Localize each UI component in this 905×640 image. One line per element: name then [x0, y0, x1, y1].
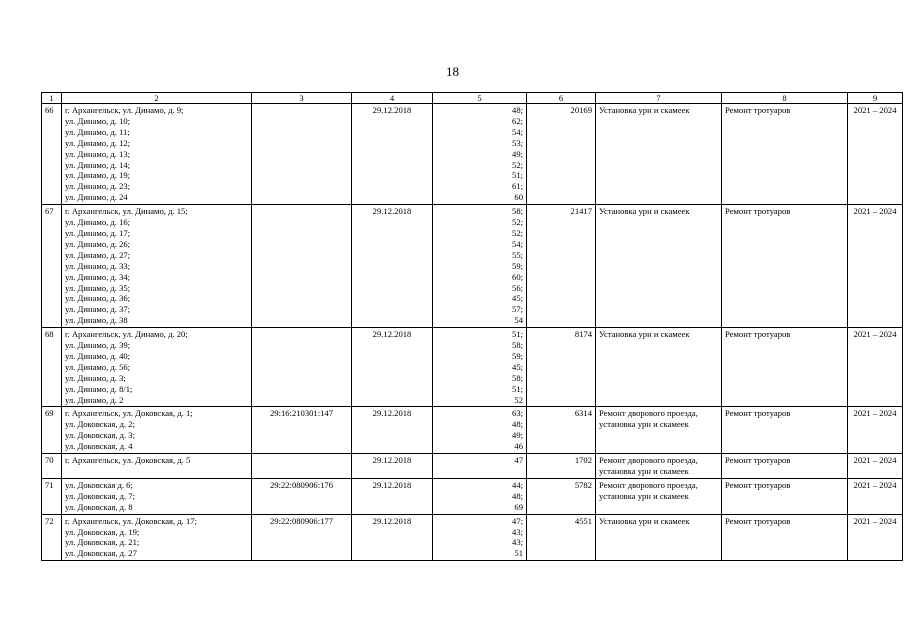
area-cell: 6314 [527, 407, 596, 454]
address-cell [62, 328, 252, 407]
values-cell [433, 205, 527, 328]
date-cell: 29.12.2018 [352, 205, 433, 328]
value-line: 51; [512, 383, 523, 394]
column-number: 3 [252, 93, 352, 104]
area-cell: 5782 [527, 478, 596, 514]
address-line: г. Архангельск, ул. Динамо, д. 20; [65, 329, 188, 340]
value-line: 47 [514, 455, 523, 466]
area-cell: 1702 [527, 454, 596, 479]
period-cell: 2021 – 2024 [848, 478, 903, 514]
row-number-cell: 71 [42, 478, 62, 514]
address-line: ул. Динамо, д. 27; [65, 249, 131, 260]
works-cell: Ремонт дворового проезда, установка урн и скамеек [596, 478, 722, 514]
value-line: 45; [512, 361, 523, 372]
value-line: 57; [512, 304, 523, 315]
works-cell: Ремонт дворового проезда, установка урн и скамеек [596, 454, 722, 479]
value-line: 44; [512, 479, 523, 490]
address-line: ул. Динамо, д. 40; [65, 350, 131, 361]
address-line: ул. Динамо, д. 39; [65, 340, 131, 351]
address-line: ул. Динамо, д. 26; [65, 238, 131, 249]
address-line: ул. Динамо, д. 24 [65, 192, 128, 203]
address-line: ул. Доковская, д. 2; [65, 419, 135, 430]
address-line: ул. Доковская, д. 7; [65, 490, 135, 501]
works-cell: Установка урн и скамеек [596, 328, 722, 407]
value-line: 49; [512, 148, 523, 159]
value-line: 58; [512, 340, 523, 351]
works-cell: Установка урн и скамеек [596, 205, 722, 328]
address-line: ул. Динамо, д. 23; [65, 181, 131, 192]
table-row [42, 205, 903, 328]
period-cell: 2021 – 2024 [848, 454, 903, 479]
address-line: ул. Динамо, д. 3; [65, 372, 126, 383]
date-cell: 29.12.2018 [352, 104, 433, 205]
row-number-cell: 67 [42, 205, 62, 328]
additional-works-cell: Ремонт тротуаров [722, 454, 848, 479]
values-cell [433, 407, 527, 454]
address-line: ул. Доковская, д. 27 [65, 548, 137, 559]
address-line: ул. Динамо, д. 33; [65, 260, 131, 271]
additional-works-cell: Ремонт тротуаров [722, 478, 848, 514]
table-row [42, 407, 903, 454]
works-cell: Установка урн и скамеек [596, 514, 722, 561]
value-line: 45; [512, 293, 523, 304]
cadastral-number-cell [252, 104, 352, 205]
date-cell: 29.12.2018 [352, 454, 433, 479]
value-line: 43; [512, 526, 523, 537]
value-line: 54 [514, 315, 523, 326]
address-line: ул. Доковская, д. 8 [65, 501, 133, 512]
values-cell [433, 454, 527, 479]
address-line: ул. Динамо, д. 10; [65, 115, 131, 126]
page-number: 18 [446, 64, 459, 79]
value-line: 46 [514, 441, 523, 452]
value-line: 51 [514, 548, 523, 559]
table-row [42, 328, 903, 407]
column-number: 8 [722, 93, 848, 104]
additional-works-cell: Ремонт тротуаров [722, 514, 848, 561]
works-cell: Установка урн и скамеек [596, 104, 722, 205]
value-line: 52; [512, 159, 523, 170]
address-line: ул. Динамо, д. 11; [65, 126, 130, 137]
value-line: 63; [512, 408, 523, 419]
cadastral-number-cell: 29:22:080906:176 [252, 478, 352, 514]
value-line: 60 [514, 192, 523, 203]
address-line: г. Архангельск, ул. Доковская, д. 17; [65, 515, 197, 526]
values-cell [433, 514, 527, 561]
values-cell [433, 328, 527, 407]
value-line: 59; [512, 260, 523, 271]
date-cell: 29.12.2018 [352, 407, 433, 454]
period-cell: 2021 – 2024 [848, 407, 903, 454]
address-line: ул. Динамо, д. 16; [65, 217, 131, 228]
value-line: 49; [512, 430, 523, 441]
column-number: 9 [848, 93, 903, 104]
address-line: ул. Динамо, д. 34; [65, 271, 131, 282]
table-row [42, 104, 903, 205]
value-line: 59; [512, 350, 523, 361]
address-line: ул. Динамо, д. 56; [65, 361, 131, 372]
value-line: 53; [512, 137, 523, 148]
period-cell: 2021 – 2024 [848, 205, 903, 328]
address-line: ул. Динамо, д. 12; [65, 137, 131, 148]
value-line: 54; [512, 126, 523, 137]
additional-works-cell: Ремонт тротуаров [722, 328, 848, 407]
row-number-cell: 68 [42, 328, 62, 407]
row-number-cell: 66 [42, 104, 62, 205]
value-line: 60; [512, 271, 523, 282]
value-line: 52; [512, 227, 523, 238]
additional-works-cell: Ремонт тротуаров [722, 205, 848, 328]
column-number-row [42, 93, 903, 104]
address-line: ул. Динамо, д. 35; [65, 282, 131, 293]
column-number: 4 [352, 93, 433, 104]
value-line: 48; [512, 419, 523, 430]
works-cell: Ремонт дворового проезда, установка урн и скамеек [596, 407, 722, 454]
address-line: г. Архангельск, ул. Доковская, д. 5 [65, 455, 191, 466]
value-line: 51; [512, 329, 523, 340]
row-number-cell: 69 [42, 407, 62, 454]
area-cell: 8174 [527, 328, 596, 407]
row-number-cell: 70 [42, 454, 62, 479]
value-line: 55; [512, 249, 523, 260]
address-line: ул. Динамо, д. 36; [65, 293, 131, 304]
additional-works-cell: Ремонт тротуаров [722, 407, 848, 454]
value-line: 54; [512, 238, 523, 249]
column-number: 2 [62, 93, 252, 104]
values-cell [433, 478, 527, 514]
period-cell: 2021 – 2024 [848, 514, 903, 561]
date-cell: 29.12.2018 [352, 328, 433, 407]
column-number: 5 [433, 93, 527, 104]
additional-works-cell: Ремонт тротуаров [722, 104, 848, 205]
date-cell: 29.12.2018 [352, 514, 433, 561]
address-line: г. Архангельск, ул. Динамо, д. 15; [65, 206, 188, 217]
cadastral-number-cell: 29:16:210301:147 [252, 407, 352, 454]
row-number-cell: 72 [42, 514, 62, 561]
value-line: 58; [512, 372, 523, 383]
column-number: 1 [42, 93, 62, 104]
value-line: 47; [512, 515, 523, 526]
registry-table [41, 92, 903, 561]
value-line: 58; [512, 206, 523, 217]
address-cell [62, 478, 252, 514]
address-line: ул. Динамо, д. 38 [65, 315, 128, 326]
cadastral-number-cell [252, 328, 352, 407]
cadastral-number-cell [252, 454, 352, 479]
address-line: ул. Доковская, д. 3; [65, 430, 135, 441]
address-cell [62, 205, 252, 328]
address-cell [62, 407, 252, 454]
value-line: 56; [512, 282, 523, 293]
address-line: ул. Динамо, д. 8/1; [65, 383, 133, 394]
area-cell: 20169 [527, 104, 596, 205]
value-line: 43; [512, 537, 523, 548]
cadastral-number-cell [252, 205, 352, 328]
address-line: ул. Динамо, д. 17; [65, 227, 131, 238]
address-line: ул. Доковская, д. 19; [65, 526, 140, 537]
value-line: 61; [512, 181, 523, 192]
address-cell [62, 514, 252, 561]
area-cell: 4551 [527, 514, 596, 561]
address-cell [62, 104, 252, 205]
value-line: 52; [512, 217, 523, 228]
period-cell: 2021 – 2024 [848, 328, 903, 407]
address-line: ул. Доковская д. 6; [65, 479, 133, 490]
value-line: 69 [514, 501, 523, 512]
address-line: ул. Динамо, д. 13; [65, 148, 131, 159]
value-line: 51; [512, 170, 523, 181]
address-line: г. Архангельск, ул. Доковская, д. 1; [65, 408, 193, 419]
address-line: ул. Динамо, д. 2 [65, 394, 124, 405]
table-row [42, 454, 903, 479]
value-line: 48; [512, 105, 523, 115]
date-cell: 29.12.2018 [352, 478, 433, 514]
value-line: 48; [512, 490, 523, 501]
address-line: ул. Динамо, д. 14; [65, 159, 131, 170]
value-line: 52 [514, 394, 523, 405]
table-row [42, 514, 903, 561]
value-line: 62; [512, 115, 523, 126]
column-number: 6 [527, 93, 596, 104]
table-row [42, 478, 903, 514]
area-cell: 21417 [527, 205, 596, 328]
address-line: ул. Доковская, д. 21; [65, 537, 140, 548]
address-cell [62, 454, 252, 479]
column-number: 7 [596, 93, 722, 104]
period-cell: 2021 – 2024 [848, 104, 903, 205]
address-line: г. Архангельск, ул. Динамо, д. 9; [65, 105, 184, 115]
values-cell [433, 104, 527, 205]
address-line: ул. Доковская, д. 4 [65, 441, 133, 452]
address-line: ул. Динамо, д. 19; [65, 170, 131, 181]
cadastral-number-cell: 29:22:080906:177 [252, 514, 352, 561]
address-line: ул. Динамо, д. 37; [65, 304, 131, 315]
